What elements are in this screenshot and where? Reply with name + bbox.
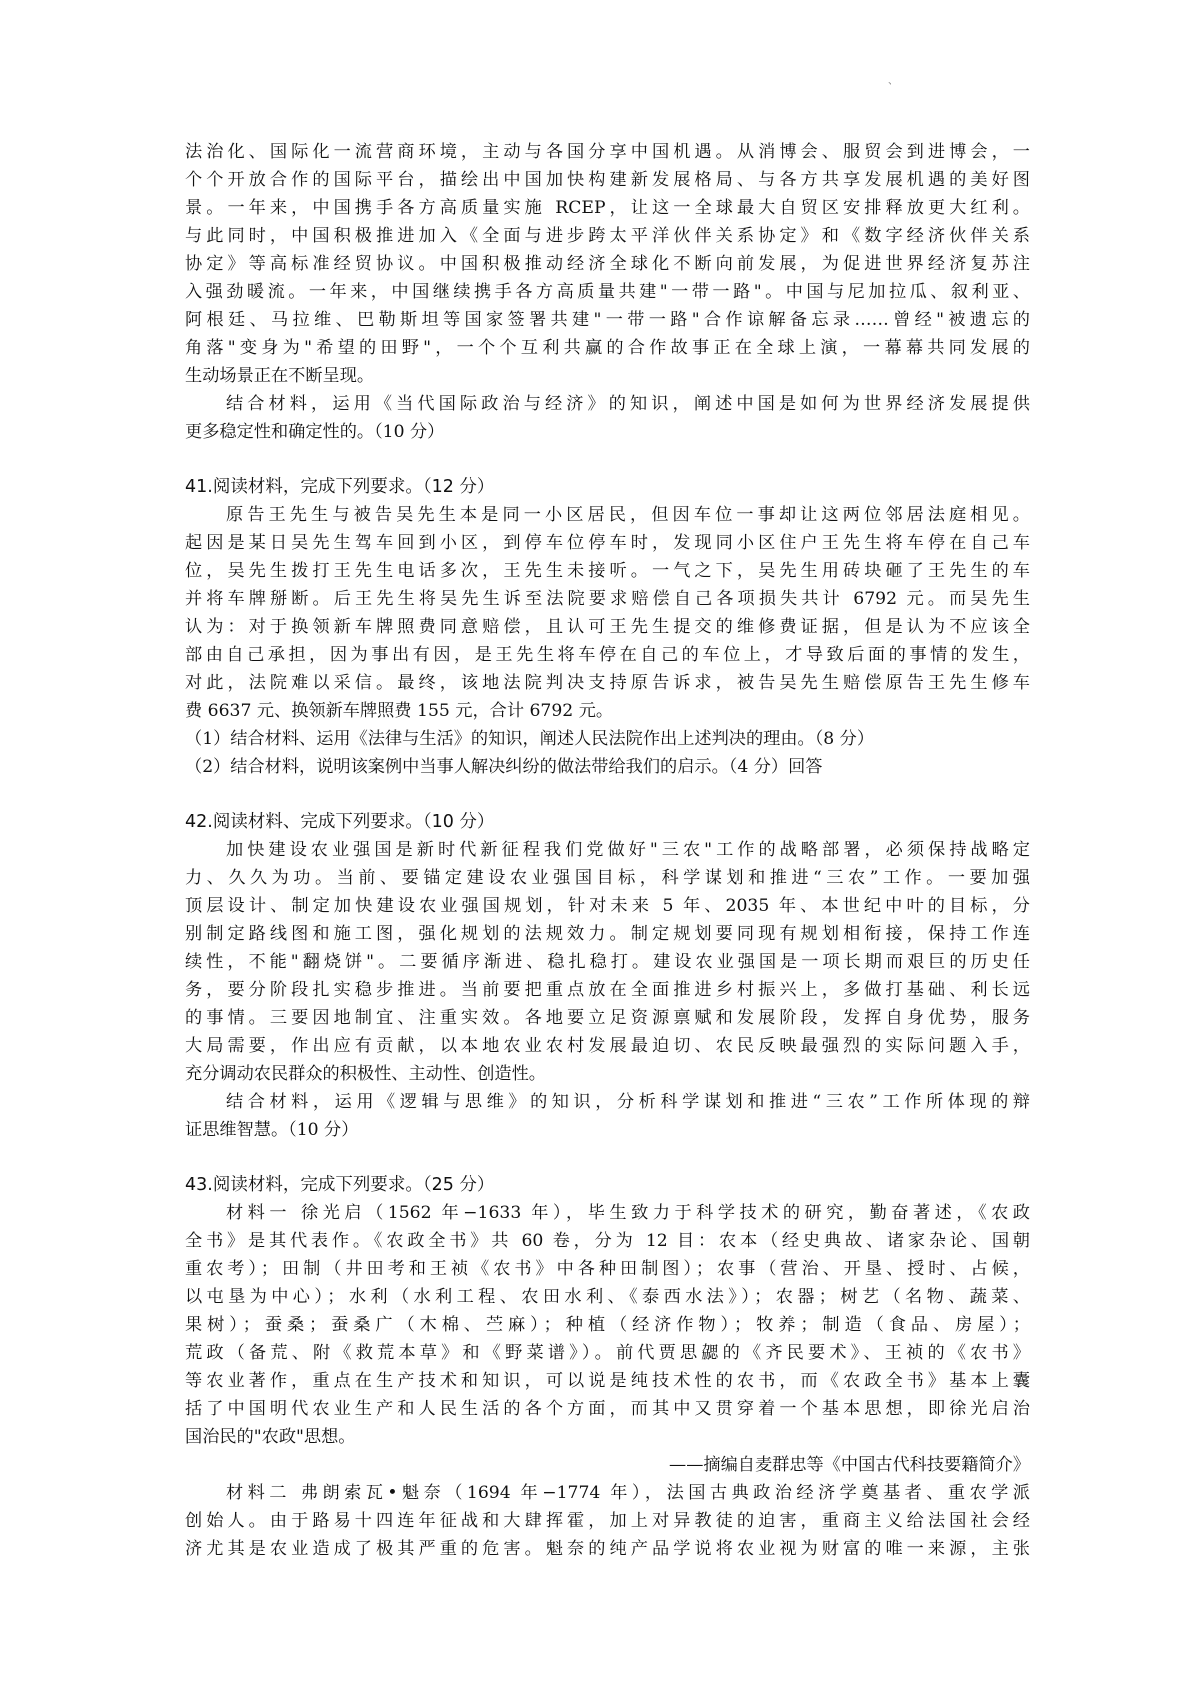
- q42-material-line: 加快建设农业强国是新时代新征程我们党做好"三农"工作的战略部署，必须保持战略定: [226, 840, 1030, 860]
- q42-material-line: 顶层设计、制定加快建设农业强国规划，针对未来 5 年、2035 年、本世纪中叶的目标，分: [185, 896, 1030, 916]
- q43-material1-line: 国治民的"农政"思想。: [185, 1427, 356, 1447]
- q41-material-line: 对此，法院难以采信。最终，该地法院判决支持原告诉求，被告吴先生赔偿原告王先生修车: [185, 673, 1030, 693]
- q41-sub-question-2: （2）结合材料，说明该案例中当事人解决纠纷的做法带给我们的启示。（4 分）回答: [185, 757, 823, 777]
- q43-material-1: [185, 1199, 1030, 1451]
- q40-material-line: 生动场景正在不断呈现。: [185, 366, 375, 386]
- q42-material-line: 大局需要，作出应有贡献，以本地农业农村发展最迫切、农民反映最强烈的实际问题入手，: [185, 1036, 1030, 1056]
- q41-material-line: 并将车牌掰断。后王先生将吴先生诉至法院要求赔偿自己各项损失共计 6792 元。而吴先生: [185, 589, 1030, 609]
- q43-material1-line: 果树）；蚕桑；蚕桑广（木棉、苎麻）；种植（经济作物）；牧养；制造（食品、房屋）；: [185, 1315, 1030, 1335]
- q43-material1-source: ——摘编自麦群忠等《中国古代科技要籍简介》: [669, 1455, 1030, 1475]
- q41-material: [185, 501, 1030, 725]
- q41-sub-question-1: （1）结合材料、运用《法律与生活》的知识，阐述人民法院作出上述判决的理由。（8 分）: [185, 729, 875, 749]
- q42-material-line: 力、久久为功。当前、要锚定建设农业强国目标，科学谋划和推进“三农”工作。一要加强: [185, 868, 1030, 888]
- q41-material-line: 费 6637 元、换领新车牌照费 155 元，合计 6792 元。: [185, 701, 614, 721]
- q43-material-2: [185, 1479, 1030, 1563]
- q43-title: 43.阅读材料，完成下列要求。（25 分）: [185, 1175, 495, 1195]
- q42-material-line: 别制定路线图和施工图，强化规划的法规效力。制定规划要同现有规划相衔接，保持工作连: [185, 924, 1030, 944]
- q43-material1-line: 以屯垦为中心）；水利（水利工程、农田水利、《泰西水法》）；农器；树艺（名物、蔬菜、: [185, 1287, 1030, 1307]
- q42-material-line: 务，要分阶段扎实稳步推进。当前要把重点放在全面推进乡村振兴上，多做打基础、利长远: [185, 980, 1030, 1000]
- q42-title: 42.阅读材料、完成下列要求。（10 分）: [185, 812, 495, 832]
- q41-sub-questions: [185, 725, 1030, 781]
- q43-material2-line: 材料二 弗朗索瓦•魁奈（1694 年−1774 年），法国古典政治经济学奠基者、重农学派: [226, 1483, 1030, 1503]
- q43-material1-line: 括了中国明代农业生产和人民生活的各个方面，而其中又贯穿着一个基本思想，即徐光启治: [185, 1399, 1030, 1419]
- q43-material1-line: 荒政（备荒、附《救荒本草》和《野菜谱》）。前代贾思勰的《齐民要术》、王祯的《农书》: [185, 1343, 1030, 1363]
- q40-question-line: 更多稳定性和确定性的。（10 分）: [185, 422, 445, 442]
- q41-material-line: 认为：对于换领新车牌照费同意赔偿，且认可王先生提交的维修费证据，但是认为不应该全: [185, 617, 1030, 637]
- q42-question: [185, 1088, 1030, 1144]
- q42-material: [185, 836, 1030, 1088]
- q40-material-line: 景。一年来，中国携手各方高质量实施 RCEP，让这一全球最大自贸区安排释放更大红利。: [185, 198, 1030, 218]
- q43-material1-line: 材料一 徐光启（1562 年−1633 年），毕生致力于科学技术的研究，勤奋著述，《农政: [226, 1203, 1030, 1223]
- q40-question: [185, 390, 1030, 446]
- q40-material: [185, 138, 1030, 390]
- q43-material2-line: 济尤其是农业造成了极其严重的危害。魁奈的纯产品学说将农业视为财富的唯一来源，主张: [185, 1539, 1030, 1559]
- q41-material-line: 部由自己承担，因为事出有因，是王先生将车停在自己的车位上，才导致后面的事情的发生，: [185, 645, 1030, 665]
- q42-question-line: 证思维智慧。（10 分）: [185, 1120, 359, 1140]
- corner-mark: 、: [888, 76, 898, 87]
- q40-material-line: 协定》等高标准经贸协议。中国积极推动经济全球化不断向前发展，为促进世界经济复苏注: [185, 254, 1030, 274]
- q41-material-line: 位，吴先生拨打王先生电话多次，王先生未接听。一气之下，吴先生用砖块砸了王先生的车: [185, 561, 1030, 581]
- q41-title: 41.阅读材料，完成下列要求。（12 分）: [185, 477, 495, 497]
- q42-material-line: 充分调动农民群众的积极性、主动性、创造性。: [185, 1064, 546, 1084]
- q43-material1-line: 重农考）；田制（井田考和王祯《农书》中各种田制图）；农事（营治、开垦、授时、占候，: [185, 1259, 1030, 1279]
- q40-material-line: 与此同时，中国积极推进加入《全面与进步跨太平洋伙伴关系协定》和《数字经济伙伴关系: [185, 226, 1030, 246]
- q40-material-line: 个个开放合作的国际平台，描绘出中国加快构建新发展格局、与各方共享发展机遇的美好图: [185, 170, 1030, 190]
- q42-question-line: 结合材料，运用《逻辑与思维》的知识，分析科学谋划和推进“三农”工作所体现的辩: [226, 1092, 1030, 1112]
- q41-material-line: 起因是某日吴先生驾车回到小区，到停车位停车时，发现同小区住户王先生将车停在自己车: [185, 533, 1030, 553]
- q40-material-line: 角落"变身为"希望的田野"，一个个互利共赢的合作故事正在全球上演，一幕幕共同发展的: [185, 338, 1030, 358]
- q42-material-line: 续性，不能"翻烧饼"。二要循序渐进、稳扎稳打。建设农业强国是一项长期而艰巨的历史任: [185, 952, 1030, 972]
- q43-material1-line: 等农业著作，重点在生产技术和知识，可以说是纯技术性的农书，而《农政全书》基本上囊: [185, 1371, 1030, 1391]
- q43-material1-line: 全书》是其代表作。《农政全书》共 60 卷，分为 12 目：农本（经史典故、诸家杂论、国朝: [185, 1231, 1030, 1251]
- q40-question-line: 结合材料，运用《当代国际政治与经济》的知识，阐述中国是如何为世界经济发展提供: [226, 394, 1030, 414]
- document-body: [185, 138, 1030, 1563]
- q40-material-line: 入强劲暖流。一年来，中国继续携手各方高质量共建"一带一路"。中国与尼加拉瓜、叙利亚、: [185, 282, 1030, 302]
- q43-material2-line: 创始人。由于路易十四连年征战和大肆挥霍，加上对异教徒的迫害，重商主义给法国社会经: [185, 1511, 1030, 1531]
- q40-material-line: 阿根廷、马拉维、巴勒斯坦等国家签署共建"一带一路"合作谅解备忘录……曾经"被遗忘的: [185, 310, 1030, 330]
- q42-material-line: 的事情。三要因地制宜、注重实效。各地要立足资源禀赋和发展阶段，发挥自身优势，服务: [185, 1008, 1030, 1028]
- q40-material-line: 法治化、国际化一流营商环境，主动与各国分享中国机遇。从消博会、服贸会到进博会，一: [185, 142, 1030, 162]
- q41-material-line: 原告王先生与被告吴先生本是同一小区居民，但因车位一事却让这两位邻居法庭相见。: [226, 505, 1030, 525]
